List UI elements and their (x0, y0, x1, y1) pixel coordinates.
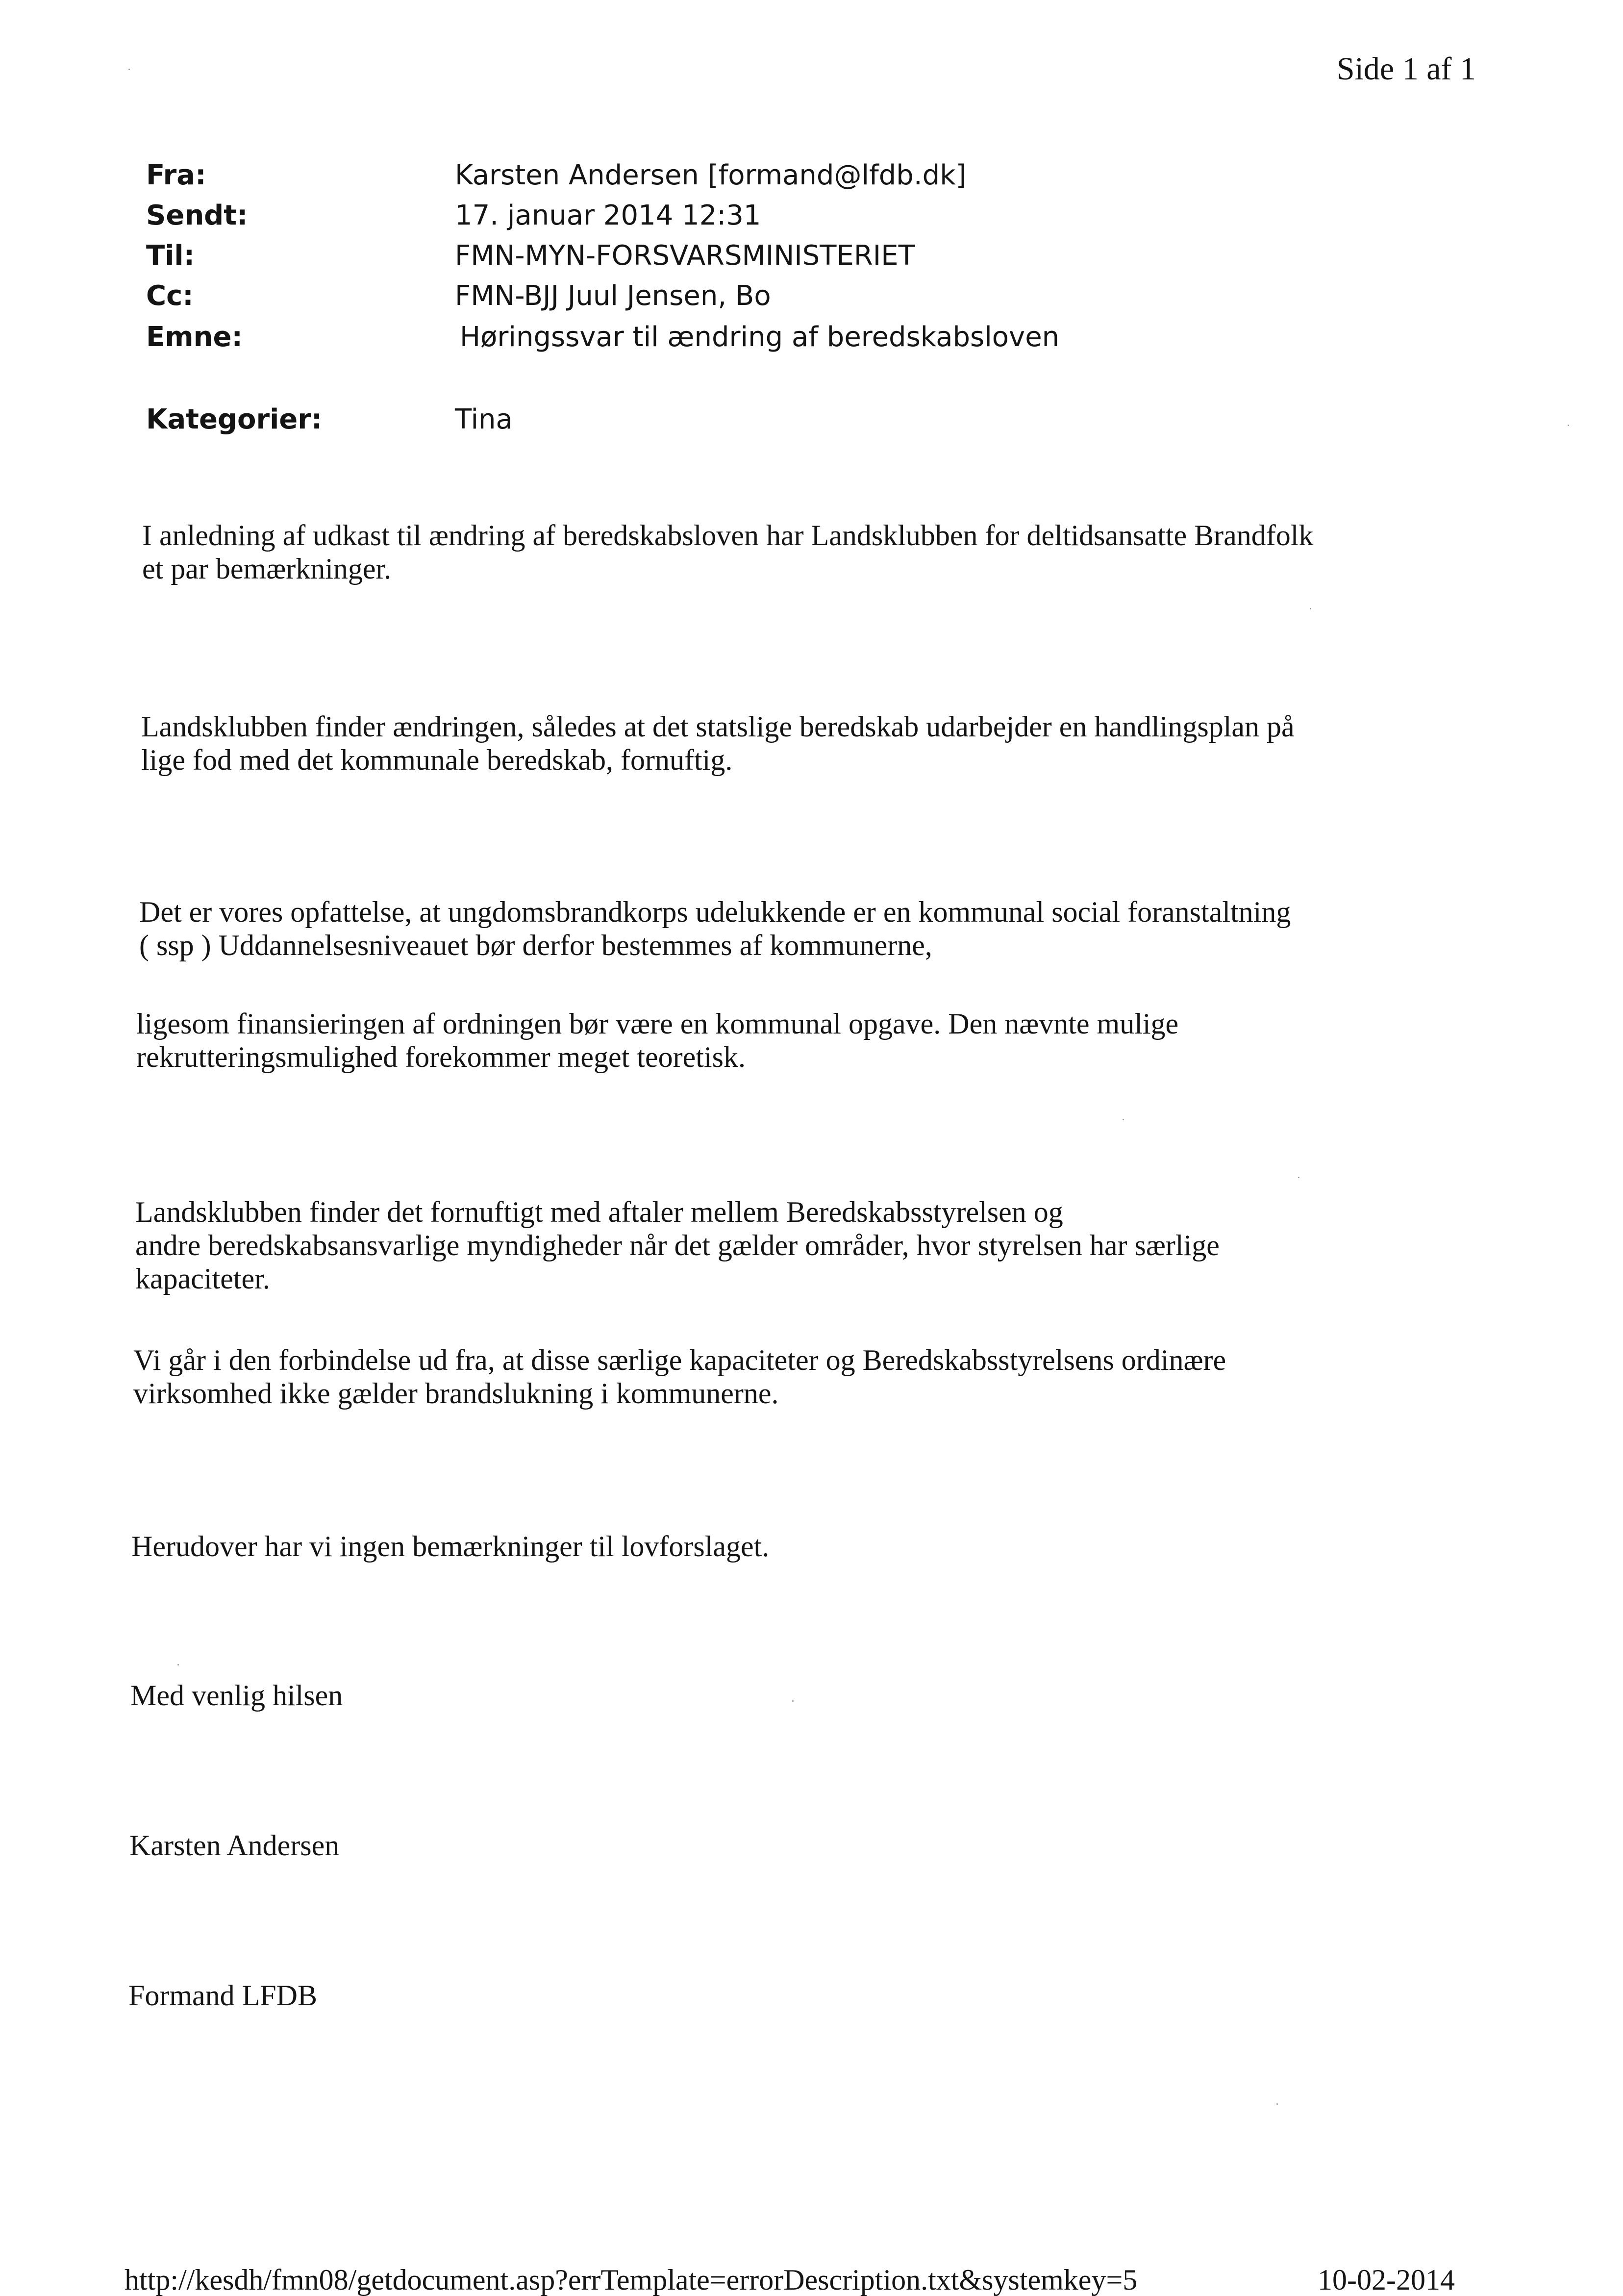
header-value-cc: FMN-BJJ Juul Jensen, Bo (455, 280, 771, 312)
paragraph-line: rekrutteringsmulighed forekommer meget teoretisk. (136, 1041, 746, 1073)
header-label-cc: Cc: (146, 280, 194, 312)
header-value-from: Karsten Andersen [formand@lfdb.dk] (455, 159, 967, 191)
scan-speck (1310, 608, 1311, 609)
header-label-categories: Kategorier: (146, 404, 323, 435)
header-label-sent: Sendt: (146, 200, 248, 231)
signature-name: Karsten Andersen (129, 1829, 340, 1862)
footer-url: http://kesdh/fmn08/getdocument.asp?errTemplate=errorDescription.txt&systemkey=5 (125, 2264, 1138, 2296)
paragraph-line: ( ssp ) Uddannelsesniveauet bør derfor bestemmes af kommunerne, (139, 929, 932, 961)
header-label-to: Til: (146, 240, 195, 272)
paragraph-line: ligesom finansieringen af ordningen bør være en kommunal opgave. Den nævnte mulige (136, 1008, 1179, 1040)
paragraph-line: andre beredskabsansvarlige myndigheder når det gælder områder, hvor styrelsen har særlige (135, 1229, 1220, 1262)
header-value-subject: Høringssvar til ændring af beredskabsloven (460, 321, 1060, 353)
paragraph-finansiering (136, 1007, 1178, 1074)
paragraph-line: Herudover har vi ingen bemærkninger til lovforslaget. (131, 1530, 770, 1563)
paragraph-intro (142, 519, 1313, 585)
paragraph-kapaciteter (133, 1343, 1226, 1410)
signature-title: Formand LFDB (128, 1979, 318, 2012)
scan-speck (128, 69, 130, 70)
paragraph-line: lige fod med det kommunale beredskab, fornuftig. (141, 744, 733, 776)
header-value-sent: 17. januar 2014 12:31 (455, 200, 761, 231)
scan-speck (1123, 1119, 1124, 1120)
paragraph-herudover (131, 1530, 769, 1563)
paragraph-ungdomsbrandkorps (139, 895, 1291, 962)
paragraph-aftaler (135, 1195, 1220, 1295)
paragraph-line: Landsklubben finder det fornuftigt med aftaler mellem Beredskabsstyrelsen og (135, 1196, 1063, 1228)
scan-speck (792, 1700, 794, 1702)
paragraph-line: et par bemærkninger. (142, 553, 392, 585)
scan-speck (1276, 2103, 1278, 2105)
paragraph-line: virksomhed ikke gælder brandslukning i kommunerne. (133, 1377, 779, 1410)
paragraph-line: Vi går i den forbindelse ud fra, at disse særlige kapaciteter og Beredskabsstyrelsens ordinære (133, 1344, 1226, 1376)
paragraph-handlingsplan (141, 710, 1295, 777)
closing-greeting: Med venlig hilsen (130, 1679, 343, 1712)
paragraph-line: kapaciteter. (135, 1262, 270, 1295)
paragraph-line: I anledning af udkast til ændring af beredskabsloven har Landsklubben for deltidsansatte Brandfolk (142, 519, 1314, 552)
page-number: Side 1 af 1 (1336, 51, 1476, 87)
paragraph-line: Det er vores opfattelse, at ungdomsbrandkorps udelukkende er en kommunal social foranstaltning (139, 896, 1291, 928)
footer-date: 10-02-2014 (1318, 2264, 1455, 2296)
scan-speck (1298, 1177, 1299, 1178)
header-value-to: FMN-MYN-FORSVARSMINISTERIET (455, 240, 915, 272)
scan-speck (1568, 425, 1569, 426)
header-value-categories: Tina (455, 404, 513, 435)
header-label-subject: Emne: (146, 321, 243, 353)
scan-speck (177, 1664, 179, 1665)
header-label-from: Fra: (146, 159, 206, 191)
paragraph-line: Landsklubben finder ændringen, således at det statslige beredskab udarbejder en handlingsplan på (141, 710, 1295, 743)
